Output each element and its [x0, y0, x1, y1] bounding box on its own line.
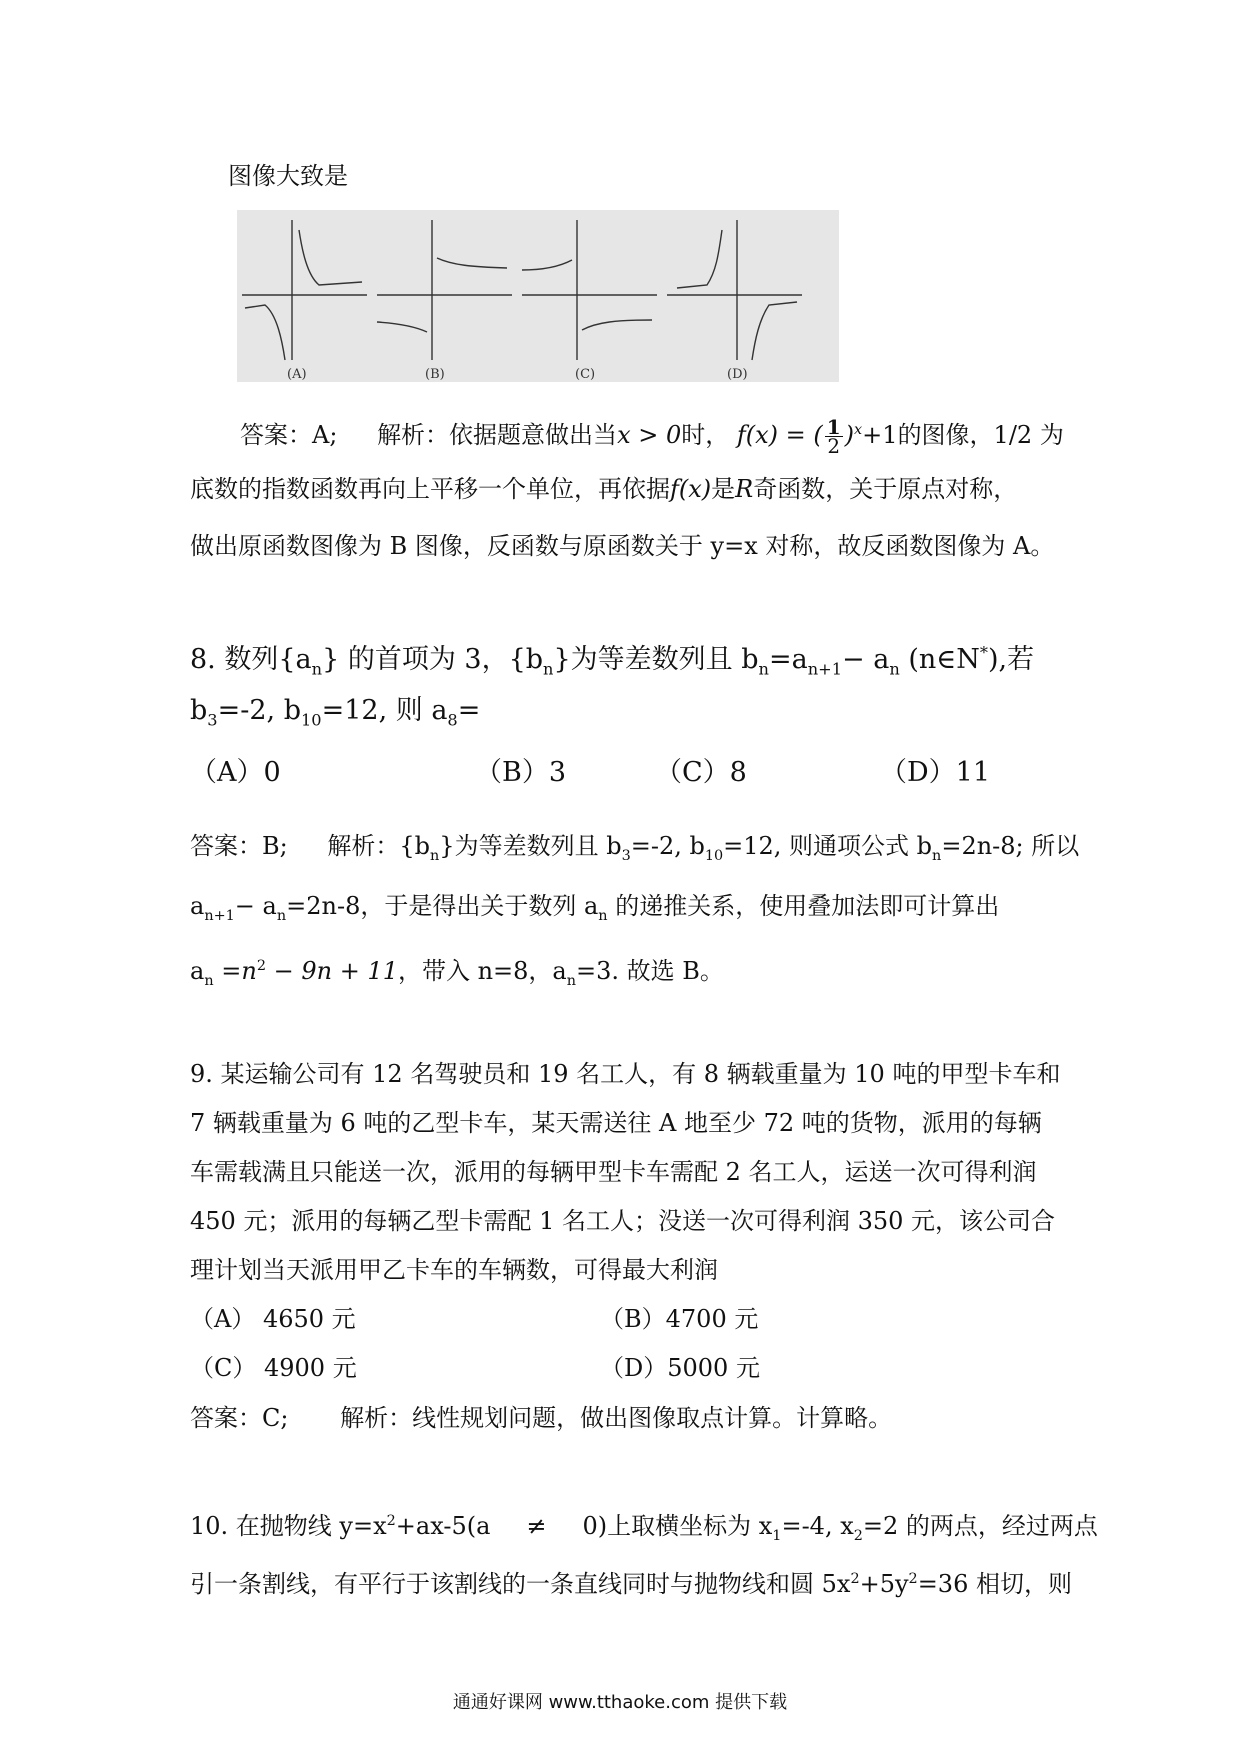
q9-answer-line [190, 1402, 1070, 1434]
q7-func-tail: +1 [862, 421, 898, 449]
q7-answer-label: 答案：A; [240, 421, 338, 449]
q9-options-row1 [190, 1303, 1070, 1335]
q8-answer-line3: $a_n =n^2 - 9n + 11$，带入 n=8，$a_n=3$. 故选 B。 [190, 957, 724, 989]
q7-when: 时， [681, 421, 730, 449]
panel-label-d: (D) [727, 367, 748, 382]
q8-option-d: （D）11 [880, 757, 991, 788]
q8-answer-line2: $a_{n+1}- a_n=2n-8$，于是得出关于数列 $a_n$ 的递推关系，使用叠加法即可计算出 [190, 892, 1000, 924]
q8-option-a: （A）0 [190, 757, 281, 788]
q9-question-line5: 理计划当天派用甲乙卡车的车辆数，可得最大利润 [190, 1256, 718, 1284]
q9-question-line4: 450 元；派用的每辆乙型卡需配 1 名工人；没送一次可得利润 350 元，该公司合 [190, 1207, 1056, 1235]
q9-answer-label: 答案：C; [190, 1404, 289, 1432]
q9-option-b: （B）4700 元 [600, 1305, 759, 1333]
page-footer: 通通好课网 www.tthaoke.com 提供下载 [452, 1692, 788, 1713]
figure-intro: 图像大致是 [228, 162, 348, 190]
panel-label-b: (B) [425, 367, 445, 382]
q8-options [190, 757, 1070, 789]
q8-answer-label: 答案：B; [190, 832, 288, 860]
q7-answer-line [240, 414, 1120, 458]
q7-func-left: f(x) = ( [736, 421, 823, 449]
q9-option-d: （D）5000 元 [600, 1354, 760, 1382]
q7-func-right: ) [844, 421, 855, 449]
panel-label-c: (C) [575, 367, 596, 382]
q7-condition: x > 0 [617, 421, 682, 449]
q7-analysis-line2: 底数的指数函数再向上平移一个单位，再依据f(x)是R奇函数，关于原点对称， [190, 475, 1018, 503]
q9-question-line3: 车需载满且只能送一次，派用的每辆甲型卡车需配 2 名工人，运送一次可得利润 [190, 1158, 1037, 1186]
q7-fraction: $\frac{1}{2}$ [826, 415, 841, 458]
q7-after-func: 的图像，1/2 为 [897, 421, 1064, 449]
q8-option-c: （C）8 [655, 757, 747, 788]
q9-question-line1: 9. 某运输公司有 12 名驾驶员和 19 名工人，有 8 辆载重量为 10 吨的甲型卡车和 [190, 1060, 1061, 1088]
q7-analysis-line3: 做出原函数图像为 B 图像，反函数与原函数关于 y=x 对称，故反函数图像为 A。 [190, 532, 1055, 560]
q7-func-exp: x [854, 422, 863, 438]
q8-question-line1: 8. 数列$\{a_n\}$ 的首项为 3，$\{b_n\}$为等差数列且 $b_n=a_{n+1}- a_n$ (n∈N*),若 [190, 643, 1035, 679]
q10-question-line2: 引一条割线，有平行于该割线的一条直线同时与抛物线和圆 $5x^2+5y^2=36$ 相切，则 [190, 1570, 1072, 1598]
q9-question-line2: 7 辆载重量为 6 吨的乙型卡车，某天需送往 A 地至少 72 吨的货物，派用的每辆 [190, 1109, 1042, 1137]
q10-question-line1: 10. 在抛物线 $y=x^2+ax-5(a \ne 0)$上取横坐标为 $x_1=-4$, $x_2=2$ 的两点，经过两点 [190, 1512, 1098, 1544]
q8-option-b: （B）3 [475, 757, 567, 788]
q9-option-a: （A） 4650 元 [190, 1305, 356, 1333]
q7-analysis-pre: 解析：依据题意做出当 [377, 421, 618, 449]
q9-options-row2 [190, 1352, 1070, 1384]
q8-question-line2: $b_3=-2$, $b_{10}=12$, 则 $a_8=$ [190, 695, 481, 730]
function-graphs-figure [237, 210, 839, 382]
q9-option-c: （C） 4900 元 [190, 1354, 357, 1382]
q9-answer-text: 解析：线性规划问题，做出图像取点计算。计算略。 [340, 1404, 893, 1432]
q8-answer-line1: 答案：B; 解析：$\{b_n\}$为等差数列且 $b_3=-2$, $b_{10}=12$, 则通项公式 $b_n=2n-8$; 所以 [190, 832, 1080, 864]
panel-label-a: (A) [287, 367, 307, 382]
